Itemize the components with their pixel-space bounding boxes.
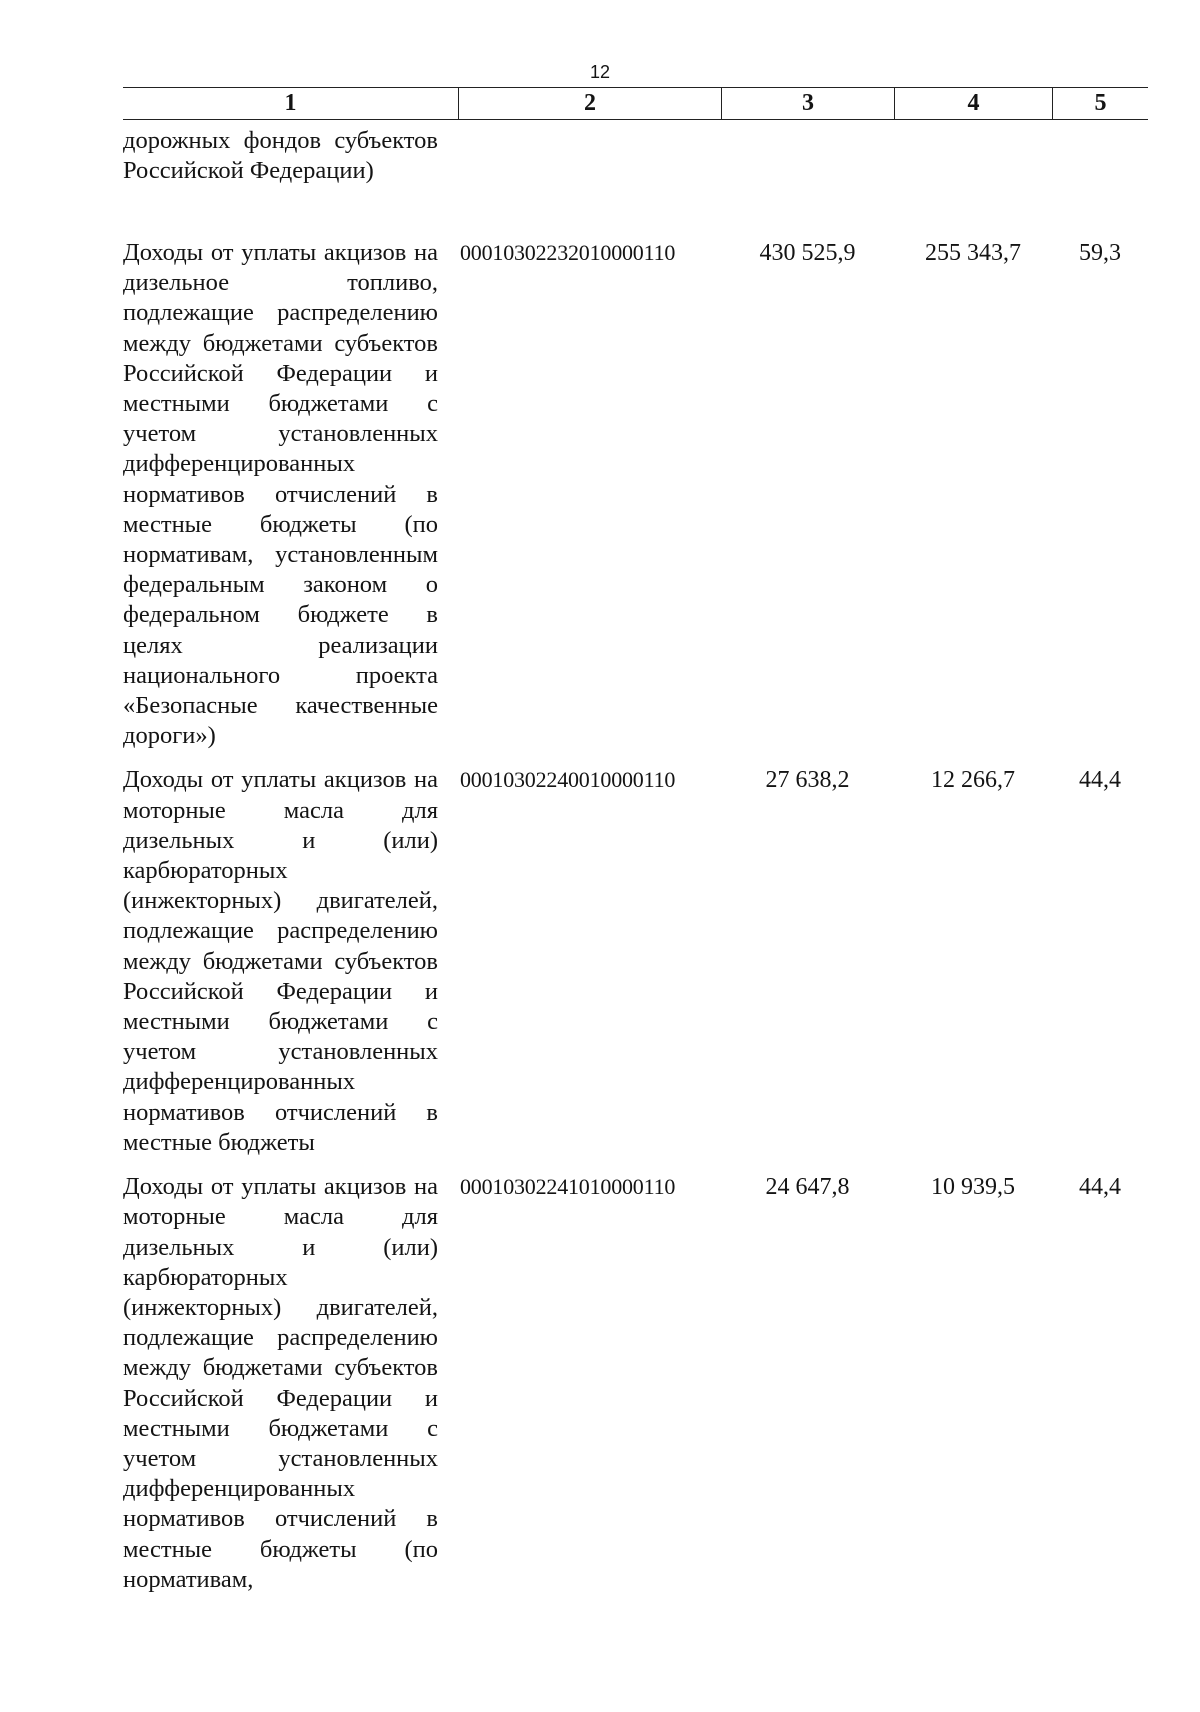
row-col4: 12 266,7 <box>931 767 1015 794</box>
table-row <box>123 238 1148 751</box>
row-col3: 430 525,9 <box>759 240 856 266</box>
row-name: дорожных фондов субъектов Российской Федерации) <box>123 127 438 185</box>
row-name: Доходы от уплаты акцизов на моторные масла для дизельных и (или) карбюраторных (инжекторных) двигателей, подлежащие распределению между бюджетами субъектов Российской Федерации и местными бюджетами с учетом установленных дифференцированных нормативов отчислений в местные бюджеты (по нормативам, <box>123 1173 438 1593</box>
table-row <box>123 1172 1148 1595</box>
page-number: 12 <box>589 62 611 82</box>
table-header-row <box>123 87 1148 120</box>
column-header-4: 4 <box>894 88 1052 119</box>
row-code: 00010302240010000110 <box>460 767 676 793</box>
row-col4: 255 343,7 <box>925 240 1021 266</box>
row-name: Доходы от уплаты акцизов на дизельное топливо, подлежащие распределению между бюджетами субъектов Российской Федерации и местными бюджетами с учетом установленных дифференцированных нормативов отчислений в местные бюджеты (по нормативам, установленным федеральным законом о федеральном бюджете в целях реализации национального проекта «Безопасные качественные дороги») <box>123 239 438 750</box>
row-col3: 24 647,8 <box>765 1174 850 1201</box>
row-name: Доходы от уплаты акцизов на моторные масла для дизельных и (или) карбюраторных (инжекторных) двигателей, подлежащие распределению между бюджетами субъектов Российской Федерации и местными бюджетами с учетом установленных дифференцированных нормативов отчислений в местные бюджеты <box>123 766 438 1156</box>
row-col4: 10 939,5 <box>931 1174 1015 1201</box>
column-header-2: 2 <box>458 88 721 119</box>
row-col3 <box>721 126 894 222</box>
row-col5 <box>1052 126 1148 222</box>
column-header-5: 5 <box>1052 88 1148 119</box>
row-col5: 44,4 <box>1079 1174 1121 1201</box>
row-col5: 44,4 <box>1079 767 1121 794</box>
row-col4 <box>894 126 1052 222</box>
column-header-1: 1 <box>284 90 297 116</box>
row-col3: 27 638,2 <box>765 767 850 794</box>
table-row <box>123 765 1148 1158</box>
revenue-table <box>123 87 1148 1595</box>
row-code <box>458 126 721 222</box>
row-code: 00010302232010000110 <box>460 240 676 265</box>
row-col5: 59,3 <box>1079 240 1121 266</box>
row-code: 00010302241010000110 <box>460 1174 676 1200</box>
column-header-3: 3 <box>721 88 894 119</box>
table-row <box>123 126 1148 222</box>
